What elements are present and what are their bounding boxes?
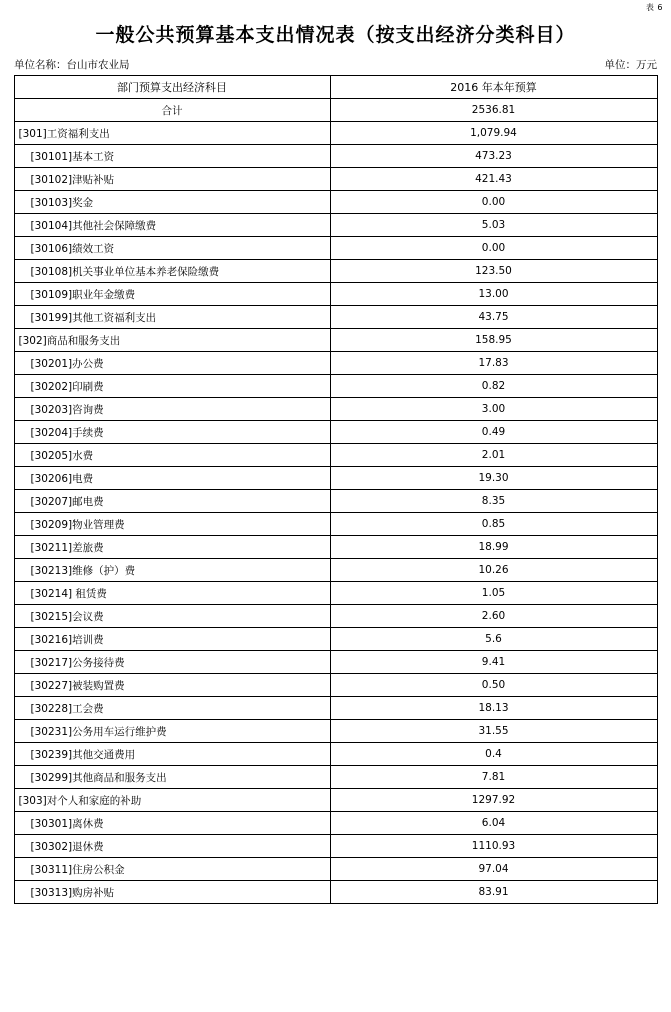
table-row — [14, 168, 657, 191]
currency-unit — [605, 57, 658, 72]
table-row — [14, 398, 657, 421]
row-label: [30102]津贴补贴 — [14, 168, 330, 191]
row-value: 17.83 — [330, 352, 657, 375]
row-value: 0.00 — [330, 237, 657, 260]
table-row — [14, 352, 657, 375]
table-row — [14, 145, 657, 168]
row-value: 31.55 — [330, 720, 657, 743]
table-row — [14, 513, 657, 536]
row-label: [30216]培训费 — [14, 628, 330, 651]
row-label: [30207]邮电费 — [14, 490, 330, 513]
row-label: [30231]公务用车运行维护费 — [14, 720, 330, 743]
table-row — [14, 444, 657, 467]
row-label: [30301]离休费 — [14, 812, 330, 835]
row-value: 83.91 — [330, 881, 657, 904]
row-label: [30205]水费 — [14, 444, 330, 467]
row-value: 1297.92 — [330, 789, 657, 812]
row-label: [30103]奖金 — [14, 191, 330, 214]
row-value: 9.41 — [330, 651, 657, 674]
table-header-row — [14, 76, 657, 99]
table-row — [14, 467, 657, 490]
row-value: 7.81 — [330, 766, 657, 789]
row-value: 0.85 — [330, 513, 657, 536]
row-value: 2536.81 — [330, 99, 657, 122]
page-corner-note: 表 6 — [645, 3, 663, 12]
budget-table — [14, 75, 658, 904]
row-label: [30202]印刷费 — [14, 375, 330, 398]
unit-name-value: 台山市农业局 — [66, 59, 130, 71]
row-value: 0.4 — [330, 743, 657, 766]
document-meta — [0, 53, 671, 75]
row-label: [30203]咨询费 — [14, 398, 330, 421]
table-row — [14, 743, 657, 766]
table-row — [14, 306, 657, 329]
table-row — [14, 237, 657, 260]
row-label: [30201]办公费 — [14, 352, 330, 375]
row-label: [30227]被装购置费 — [14, 674, 330, 697]
row-value: 13.00 — [330, 283, 657, 306]
row-value: 3.00 — [330, 398, 657, 421]
row-label: [30209]物业管理费 — [14, 513, 330, 536]
table-row — [14, 214, 657, 237]
table-row — [14, 697, 657, 720]
table-row — [14, 536, 657, 559]
table-row — [14, 789, 657, 812]
row-value: 0.50 — [330, 674, 657, 697]
row-value: 1,079.94 — [330, 122, 657, 145]
column-header-budget: 2016 年本年预算 — [330, 76, 657, 99]
currency-unit-label: 单位： — [604, 59, 636, 71]
table-row — [14, 375, 657, 398]
row-label: [302]商品和服务支出 — [14, 329, 330, 352]
table-row — [14, 651, 657, 674]
table-row — [14, 858, 657, 881]
row-value: 1.05 — [330, 582, 657, 605]
row-label: [30204]手续费 — [14, 421, 330, 444]
row-value: 123.50 — [330, 260, 657, 283]
table-row — [14, 283, 657, 306]
row-label: [30206]电费 — [14, 467, 330, 490]
table-row — [14, 329, 657, 352]
currency-unit-value: 万元 — [636, 59, 657, 71]
row-value: 2.01 — [330, 444, 657, 467]
row-label: [30106]绩效工资 — [14, 237, 330, 260]
unit-name — [14, 57, 130, 72]
table-row — [14, 812, 657, 835]
row-value: 10.26 — [330, 559, 657, 582]
table-row — [14, 191, 657, 214]
row-label: [30239]其他交通费用 — [14, 743, 330, 766]
row-value: 19.30 — [330, 467, 657, 490]
table-row — [14, 881, 657, 904]
table-row — [14, 559, 657, 582]
table-row — [14, 835, 657, 858]
table-row — [14, 674, 657, 697]
row-label: [30214] 租赁费 — [14, 582, 330, 605]
row-label: [30104]其他社会保障缴费 — [14, 214, 330, 237]
row-label: 合计 — [14, 99, 330, 122]
column-header-subject: 部门预算支出经济科目 — [14, 76, 330, 99]
row-value: 1110.93 — [330, 835, 657, 858]
row-value: 6.04 — [330, 812, 657, 835]
row-label: [30299]其他商品和服务支出 — [14, 766, 330, 789]
table-row — [14, 490, 657, 513]
row-label: [30302]退休费 — [14, 835, 330, 858]
row-value: 8.35 — [330, 490, 657, 513]
row-label: [30313]购房补贴 — [14, 881, 330, 904]
table-row — [14, 260, 657, 283]
table-row-total — [14, 99, 657, 122]
row-value: 0.00 — [330, 191, 657, 214]
table-row — [14, 720, 657, 743]
row-label: [30108]机关事业单位基本养老保险缴费 — [14, 260, 330, 283]
table-row — [14, 421, 657, 444]
row-value: 2.60 — [330, 605, 657, 628]
page-title: 一般公共预算基本支出情况表（按支出经济分类科目） — [95, 24, 576, 46]
row-label: [30215]会议费 — [14, 605, 330, 628]
unit-name-label: 单位名称： — [14, 59, 67, 71]
row-value: 5.6 — [330, 628, 657, 651]
row-label: [30228]工会费 — [14, 697, 330, 720]
row-value: 421.43 — [330, 168, 657, 191]
row-value: 158.95 — [330, 329, 657, 352]
row-value: 473.23 — [330, 145, 657, 168]
row-value: 43.75 — [330, 306, 657, 329]
row-label: [301]工资福利支出 — [14, 122, 330, 145]
row-label: [30101]基本工资 — [14, 145, 330, 168]
table-row — [14, 122, 657, 145]
row-label: [30211]差旅费 — [14, 536, 330, 559]
row-label: [30311]住房公积金 — [14, 858, 330, 881]
table-row — [14, 628, 657, 651]
row-value: 0.49 — [330, 421, 657, 444]
row-value: 18.13 — [330, 697, 657, 720]
table-row — [14, 605, 657, 628]
row-label: [30213]维修（护）费 — [14, 559, 330, 582]
table-row — [14, 582, 657, 605]
row-value: 5.03 — [330, 214, 657, 237]
row-label: [303]对个人和家庭的补助 — [14, 789, 330, 812]
row-value: 0.82 — [330, 375, 657, 398]
row-label: [30217]公务接待费 — [14, 651, 330, 674]
row-label: [30109]职业年金缴费 — [14, 283, 330, 306]
row-value: 18.99 — [330, 536, 657, 559]
table-row — [14, 766, 657, 789]
row-label: [30199]其他工资福利支出 — [14, 306, 330, 329]
row-value: 97.04 — [330, 858, 657, 881]
